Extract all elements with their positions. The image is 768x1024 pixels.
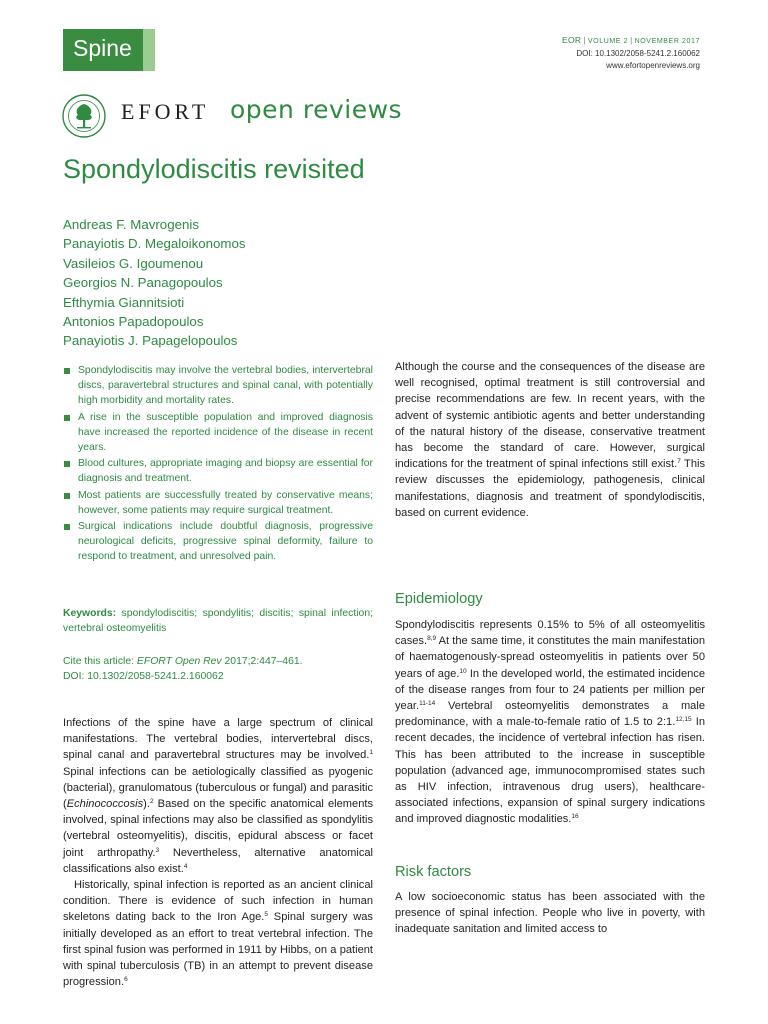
key-points <box>63 363 373 566</box>
section-tab-edge <box>143 29 155 71</box>
intro-left-column <box>63 715 373 990</box>
author: Antonios Papadopoulos <box>63 314 204 330</box>
journal-url[interactable]: www.efortopenreviews.org <box>606 61 700 70</box>
article-title: Spondylodiscitis revisited <box>63 154 365 184</box>
key-point: Surgical indications include doubtful diagnosis, progressive neurological deficits, progressive spinal deformity, failure to respond to treatment, and unresolved pain. <box>63 519 373 565</box>
keywords-label: Keywords: <box>63 608 117 619</box>
author: Georgios N. Panagopoulos <box>63 275 223 291</box>
author: Panayiotis J. Papagelopoulos <box>63 333 238 349</box>
epidemiology-body <box>395 617 705 828</box>
journal-abbr: EOR <box>562 35 582 45</box>
author: Panayiotis D. Megaloikonomos <box>63 236 246 252</box>
citation-prefix: Cite this article: <box>63 656 137 667</box>
brand-efort: EFORT <box>121 99 210 124</box>
section-heading-epidemiology: Epidemiology <box>395 591 483 607</box>
efort-seal-logo <box>62 94 106 138</box>
key-point: Most patients are successfully treated by conservative means; however, some patients may require surgical treatment. <box>63 488 373 518</box>
key-point: A rise in the susceptible population and improved diagnosis have increased the reported incidence of the disease in recent years. <box>63 410 373 456</box>
citation-details: 2017;2:447–461. <box>221 656 303 667</box>
section-heading-risk-factors: Risk factors <box>395 864 472 880</box>
risk-factors-body <box>395 889 705 938</box>
journal-doi: DOI: 10.1302/2058-5241.2.160062 <box>576 49 700 58</box>
intro-paragraph-1: Infections of the spine have a large spectrum of clinical manifestations. The vertebral bodies, intervertebral discs, spinal canal and paravertebral structures may be involved.$^1$ Spinal infections can be aetiologically classified as pyogenic (bacterial), granulomatous (tuberculous or fungal) and parasitic (Echinococcosis).$^2$ Based on the specific anatomical elements involved, spinal infections may also be classified as spondylitis (vertebral osteomyelitis), discitis, epidural abscess or facet joint arthropathy.$^3$ Nevertheless, alternative anatomical classifications also exist.$^4$ <box>63 717 374 875</box>
risk-factors-paragraph: A low socioeconomic status has been associated with the presence of spinal infection. People who live in poverty, with inadequate sanitation and limited access to <box>395 891 705 936</box>
citation <box>63 654 373 684</box>
keywords <box>63 606 373 636</box>
keywords-text: spondylodiscitis; spondylitis; discitis; spinal infection; vertebral osteomyelitis <box>63 608 373 635</box>
author: Vasileios G. Igoumenou <box>63 255 204 271</box>
journal-volume: VOLUME 2 <box>587 38 629 45</box>
journal-date: NOVEMBER 2017 <box>634 38 700 45</box>
intro-paragraph-3: Although the course and the consequences of the disease are well recognised, optimal treatment is still controversial and precise recommendations are few. In recent years, with the advent of systemic antibiotic agents and better understanding of the natural history of the disease, conservative treatment has become the standard of care. However, surgical indications for the treatment of spinal infections still exist.$^7$ This review discusses the epidemiology, pathogenesis, clinical manifestations, diagnosis and treatment of spondylodiscitis, based on current evidence. <box>395 361 706 519</box>
brand-open-reviews: open reviews <box>230 95 403 124</box>
intro-right-column <box>395 359 705 521</box>
key-point: Blood cultures, appropriate imaging and biopsy are essential for diagnosis and treatment. <box>63 456 373 486</box>
author: Andreas F. Mavrogenis <box>63 217 199 232</box>
key-point: Spondylodiscitis may involve the vertebral bodies, intervertebral discs, paravertebral structures and spinal canal, with potentially high morbidity and mortality rates. <box>63 363 373 409</box>
section-label: Spine <box>73 35 132 61</box>
author: Efthymia Giannitsioti <box>63 294 185 310</box>
intro-paragraph-2: Historically, spinal infection is reported as an ancient clinical condition. There is evidence of such infection in human skeletons dating back to the Iron Age.$^5$ Spinal surgery was initially developed as an effort to treat vertebral infection. The first spinal fusion was performed in 1911 by Hibbs, on a patient with spinal tuberculosis (TB) in an attempt to prevent disease progression.$^6$ <box>63 879 373 989</box>
journal-meta: EOR | VOLUME 2 | NOVEMBER 2017 DOI: 10.1302/2058-5241.2.160062 www.efortopenreviews.org <box>562 35 700 70</box>
epidemiology-paragraph: Spondylodiscitis represents 0.15% to 5% of all osteomyelitis cases.$^{8,9}$ At the same time, it constitutes the main manifestation of haematogenously-spread osteomyelitis in patients over 50 years of age.$^{10}$ In the developed world, the estimated incidence of the disease ranges from four to 24 patients per million per year.$^{11-14}$ Vertebral osteomyelitis demonstrates a male predominance, with a male-to-female ratio of 1.5 to 2:1.$^{12,15}$ In recent decades, the incidence of vertebral infection has risen. This has been attributed to the increase in susceptible population (advanced age, immunocompromised states such as HIV infection, intravenous drug users), healthcare-associated infections, expansion of spinal surgery indications and improved diagnostic modalities.$^{16}$ <box>395 619 705 826</box>
citation-doi[interactable]: DOI: 10.1302/2058-5241.2.160062 <box>63 671 224 683</box>
citation-journal: EFORT Open Rev <box>136 656 222 667</box>
author-list <box>63 215 246 351</box>
section-tab <box>63 29 143 71</box>
